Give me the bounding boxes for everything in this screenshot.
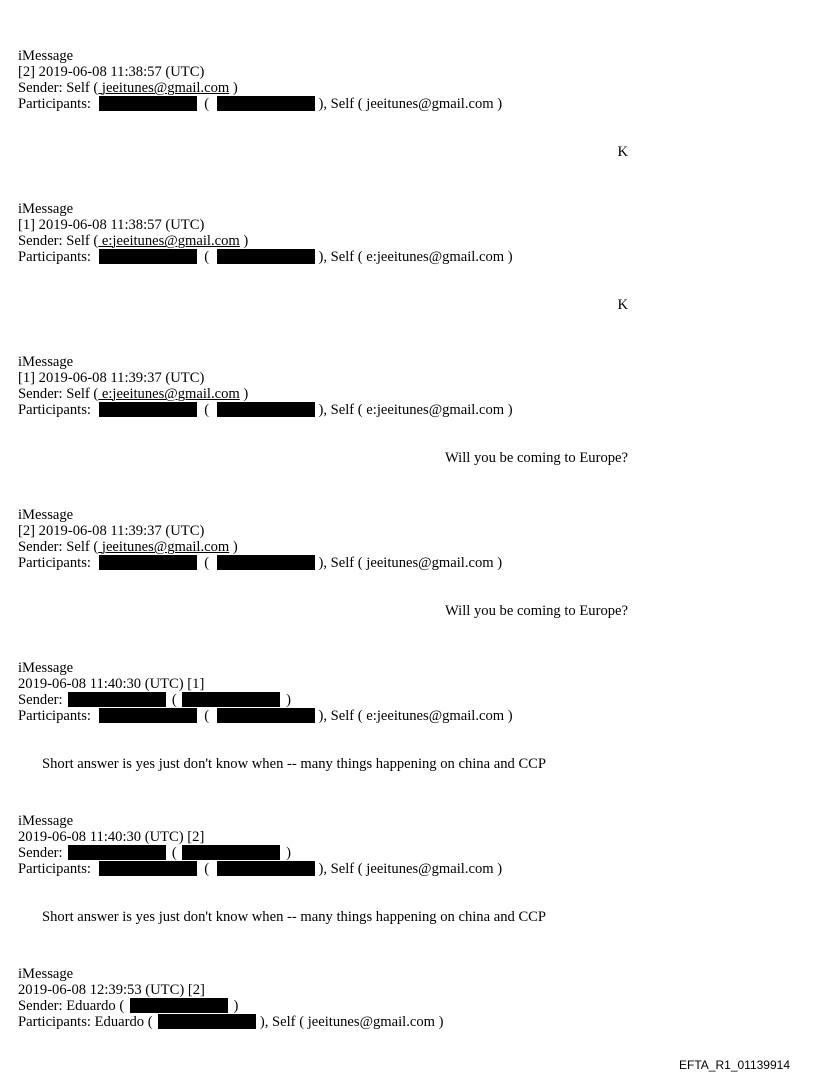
redaction-box <box>217 555 315 570</box>
participants-label: Participants: <box>18 708 91 724</box>
participants-open: ( <box>204 249 210 265</box>
sender-prefix: Sender: Self ( <box>18 233 99 249</box>
sender-suffix: ) <box>229 80 238 96</box>
participants-open: ( <box>204 402 210 418</box>
service-label: iMessage <box>18 507 74 523</box>
sender-line <box>18 80 238 96</box>
participants-line <box>18 861 502 877</box>
redaction-box <box>99 249 197 264</box>
message-body: Short answer is yes just don't know when -- many things happening on china and CCP <box>42 909 547 925</box>
participants-open: ( <box>204 96 210 112</box>
bates-number: EFTA_R1_01139914 <box>679 1058 790 1072</box>
participants-open: ( <box>204 708 210 724</box>
participants-line <box>18 555 502 571</box>
message-header: [2] 2019-06-08 11:39:37 (UTC) <box>18 523 205 539</box>
redaction-box <box>99 708 197 723</box>
sender-open: ( <box>171 845 177 861</box>
sender-prefix: Sender: Self ( <box>18 539 99 555</box>
redaction-box <box>99 555 197 570</box>
service-label: iMessage <box>18 813 74 829</box>
message-body: K <box>617 144 628 160</box>
message-body: Short answer is yes just don't know when -- many things happening on china and CCP <box>42 756 547 772</box>
redaction-box <box>99 96 197 111</box>
sender-prefix: Sender: <box>18 692 63 708</box>
sender-email: e:jeeitunes@gmail.com <box>98 233 240 249</box>
redaction-box <box>158 1014 256 1029</box>
participants-tail: ), Self ( jeeitunes@gmail.com ) <box>318 555 503 571</box>
participants-line <box>18 402 513 418</box>
participants-tail: ), Self ( e:jeeitunes@gmail.com ) <box>318 402 513 418</box>
redaction-box <box>182 692 280 707</box>
sender-suffix: ) <box>229 539 238 555</box>
sender-close: ) <box>286 845 291 861</box>
sender-close: ) <box>286 692 291 708</box>
sender-line <box>18 692 291 708</box>
sender-line <box>18 233 248 249</box>
participants-label: Participants: <box>18 861 91 877</box>
sender-close: ) <box>233 998 239 1014</box>
message-body: Will you be coming to Europe? <box>444 450 628 466</box>
participants-line <box>18 708 513 724</box>
message-header: 2019-06-08 12:39:53 (UTC) [2] <box>18 982 205 998</box>
redaction-box <box>99 402 197 417</box>
redaction-box <box>217 402 315 417</box>
participants-label: Participants: <box>18 96 91 112</box>
sender-suffix: ) <box>239 233 249 249</box>
message-header: 2019-06-08 11:40:30 (UTC) [2] <box>18 829 205 845</box>
message-header: [1] 2019-06-08 11:39:37 (UTC) <box>18 370 205 386</box>
sender-open: ( <box>171 692 177 708</box>
service-label: iMessage <box>18 966 74 982</box>
participants-tail: ), Self ( e:jeeitunes@gmail.com ) <box>318 249 513 265</box>
redaction-box <box>217 708 315 723</box>
redaction-box <box>217 861 315 876</box>
redaction-box <box>130 998 228 1013</box>
participants-open: ( <box>204 555 210 571</box>
sender-prefix: Sender: Self ( <box>18 80 99 96</box>
message-header: [1] 2019-06-08 11:38:57 (UTC) <box>18 217 205 233</box>
participants-tail: ), Self ( e:jeeitunes@gmail.com ) <box>318 708 513 724</box>
sender-prefix: Sender: <box>18 845 63 861</box>
message-body: Will you be coming to Europe? <box>444 603 628 619</box>
participants-label: Participants: <box>18 249 91 265</box>
message-header: [2] 2019-06-08 11:38:57 (UTC) <box>18 64 205 80</box>
service-label: iMessage <box>18 354 74 370</box>
sender-line <box>18 386 248 402</box>
service-label: iMessage <box>18 660 74 676</box>
message-header: 2019-06-08 11:40:30 (UTC) [1] <box>18 676 205 692</box>
sender-email: jeeitunes@gmail.com <box>98 539 230 555</box>
redaction-box <box>217 249 315 264</box>
redaction-box <box>99 861 197 876</box>
sender-line <box>18 998 238 1014</box>
sender-suffix: ) <box>239 386 249 402</box>
participants-line <box>18 1014 444 1030</box>
sender-line <box>18 845 291 861</box>
message-body: K <box>617 297 628 313</box>
sender-email: e:jeeitunes@gmail.com <box>98 386 240 402</box>
participants-line <box>18 249 513 265</box>
participants-open: ( <box>204 861 210 877</box>
participants-tail: ), Self ( jeeitunes@gmail.com ) <box>259 1014 444 1030</box>
redaction-box <box>217 96 315 111</box>
service-label: iMessage <box>18 201 74 217</box>
participants-line <box>18 96 502 112</box>
sender-prefix: Sender: Self ( <box>18 386 99 402</box>
sender-line <box>18 539 238 555</box>
service-label: iMessage <box>18 48 74 64</box>
redaction-box <box>68 692 166 707</box>
sender-prefix: Sender: Eduardo ( <box>18 998 125 1014</box>
participants-tail: ), Self ( jeeitunes@gmail.com ) <box>318 861 503 877</box>
redaction-box <box>68 845 166 860</box>
participants-label: Participants: Eduardo ( <box>18 1014 153 1030</box>
participants-label: Participants: <box>18 555 91 571</box>
participants-label: Participants: <box>18 402 91 418</box>
sender-email: jeeitunes@gmail.com <box>98 80 230 96</box>
redaction-box <box>182 845 280 860</box>
participants-tail: ), Self ( jeeitunes@gmail.com ) <box>318 96 503 112</box>
